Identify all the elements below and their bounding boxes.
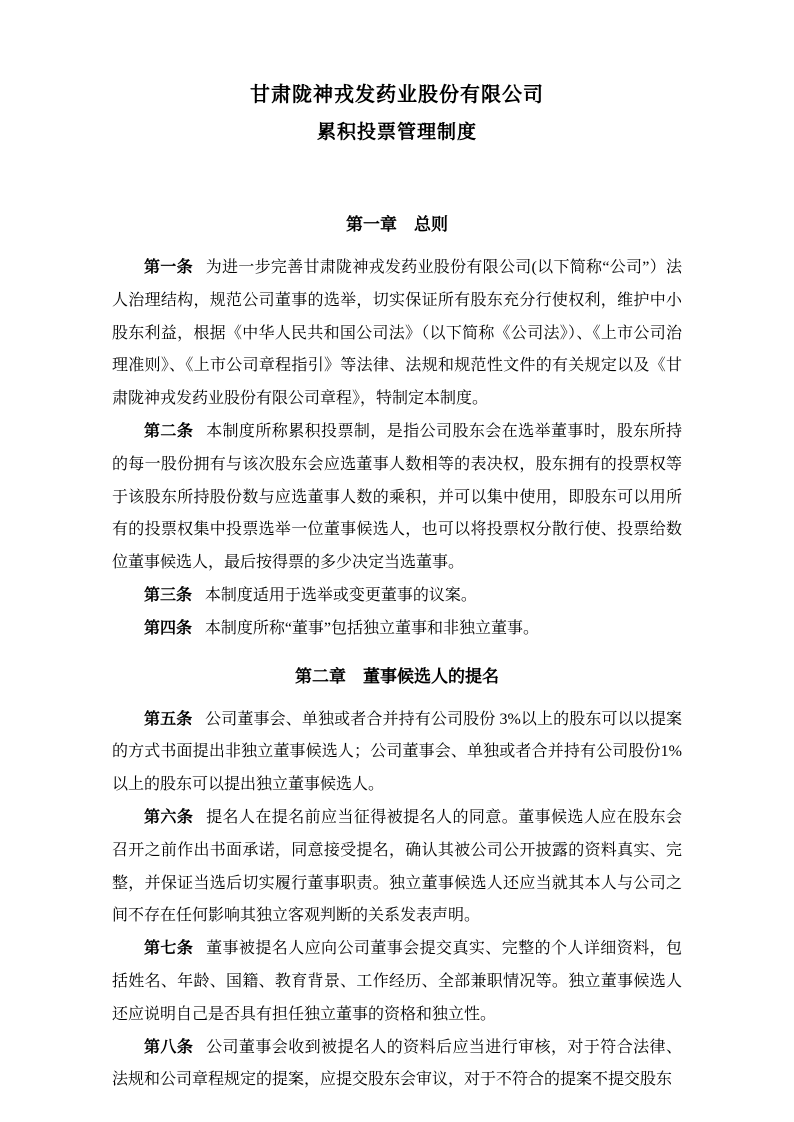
article-6: [112, 802, 682, 933]
document-subtitle: 累积投票管理制度: [316, 122, 477, 143]
article-4-label: 第四条: [144, 619, 193, 637]
article-8-label: 第八条: [144, 1038, 194, 1056]
document-title: 甘肃陇神戎发药业股份有限公司: [250, 84, 544, 106]
article-3-text: 本制度适用于选举或变更董事的议案。: [204, 586, 477, 604]
article-3: [112, 580, 682, 613]
article-5-text: 公司董事会、单独或者合并持有公司股份 3%以上的股东可以以提案的方式书面提出非独立董事候选人；公司董事会、单独或者合并持有公司股份1%以上的股东可以提出独立董事候选人。: [112, 710, 682, 794]
article-4: [112, 613, 682, 646]
article-1: [112, 252, 682, 416]
article-1-label: 第一条: [144, 259, 193, 276]
article-3-label: 第三条: [144, 586, 193, 604]
article-7-label: 第七条: [144, 940, 194, 958]
article-6-text: 提名人在提名前应当征得被提名人的同意。董事候选人应在股东会召开之前作出书面承诺，同意接受提名，确认其被公司公开披露的资料真实、完整，并保证当选后切实履行董事职责。独立董事候选人还应当就其本人与公司之间不存在任何影响其独立客观判断的关系发表声明。: [112, 808, 682, 925]
article-4-text: 本制度所称“董事”包括独立董事和非独立董事。: [204, 619, 540, 637]
article-2-label: 第二条: [144, 422, 194, 440]
article-1-text: 为进一步完善甘肃陇神戎发药业股份有限公司(以下简称“公司”）法人治理结构，规范公司董事的选举，切实保证所有股东充分行使权利，维护中小股东利益，根据《中华人民共和国公司法》（以下简称《公司法》）、《上市公司治理准则》、《上市公司章程指引》等法律、法规和规范性文件的有关规定以及《甘肃陇神戎发药业股份有限公司章程》，特制定本制度。: [112, 259, 682, 408]
article-5: [112, 704, 682, 802]
article-7-text: 董事被提名人应向公司董事会提交真实、完整的个人详细资料，包括姓名、年龄、国籍、教育背景、工作经历、全部兼职情况等。独立董事候选人还应说明自己是否具有担任独立董事的资格和独立性。: [112, 940, 682, 1023]
article-2-text: 本制度所称累积投票制，是指公司股东会在选举董事时，股东所持的每一股份拥有与该次股东会应选董事人数相等的表决权，股东拥有的投票权等于该股东所持股份数与应选董事人数的乘积，并可以集中使用，即股东可以用所有的投票权集中投票选举一位董事候选人，也可以将投票权分散行使、投票给数位董事候选人，最后按得票的多少决定当选董事。: [112, 422, 682, 572]
article-8-text: 公司董事会收到被提名人的资料后应当进行审核，对于符合法律、法规和公司章程规定的提案，应提交股东会审议，对于不符合的提案不提交股东: [112, 1038, 682, 1089]
article-8: [112, 1032, 682, 1098]
article-5-label: 第五条: [144, 710, 193, 728]
article-7: [112, 933, 682, 1031]
article-6-label: 第六条: [144, 808, 194, 826]
chapter-2-heading: 第二章 董事候选人的提名: [295, 666, 499, 686]
chapter-1-heading: 第一章 总则: [346, 215, 448, 234]
article-2: [112, 416, 682, 580]
